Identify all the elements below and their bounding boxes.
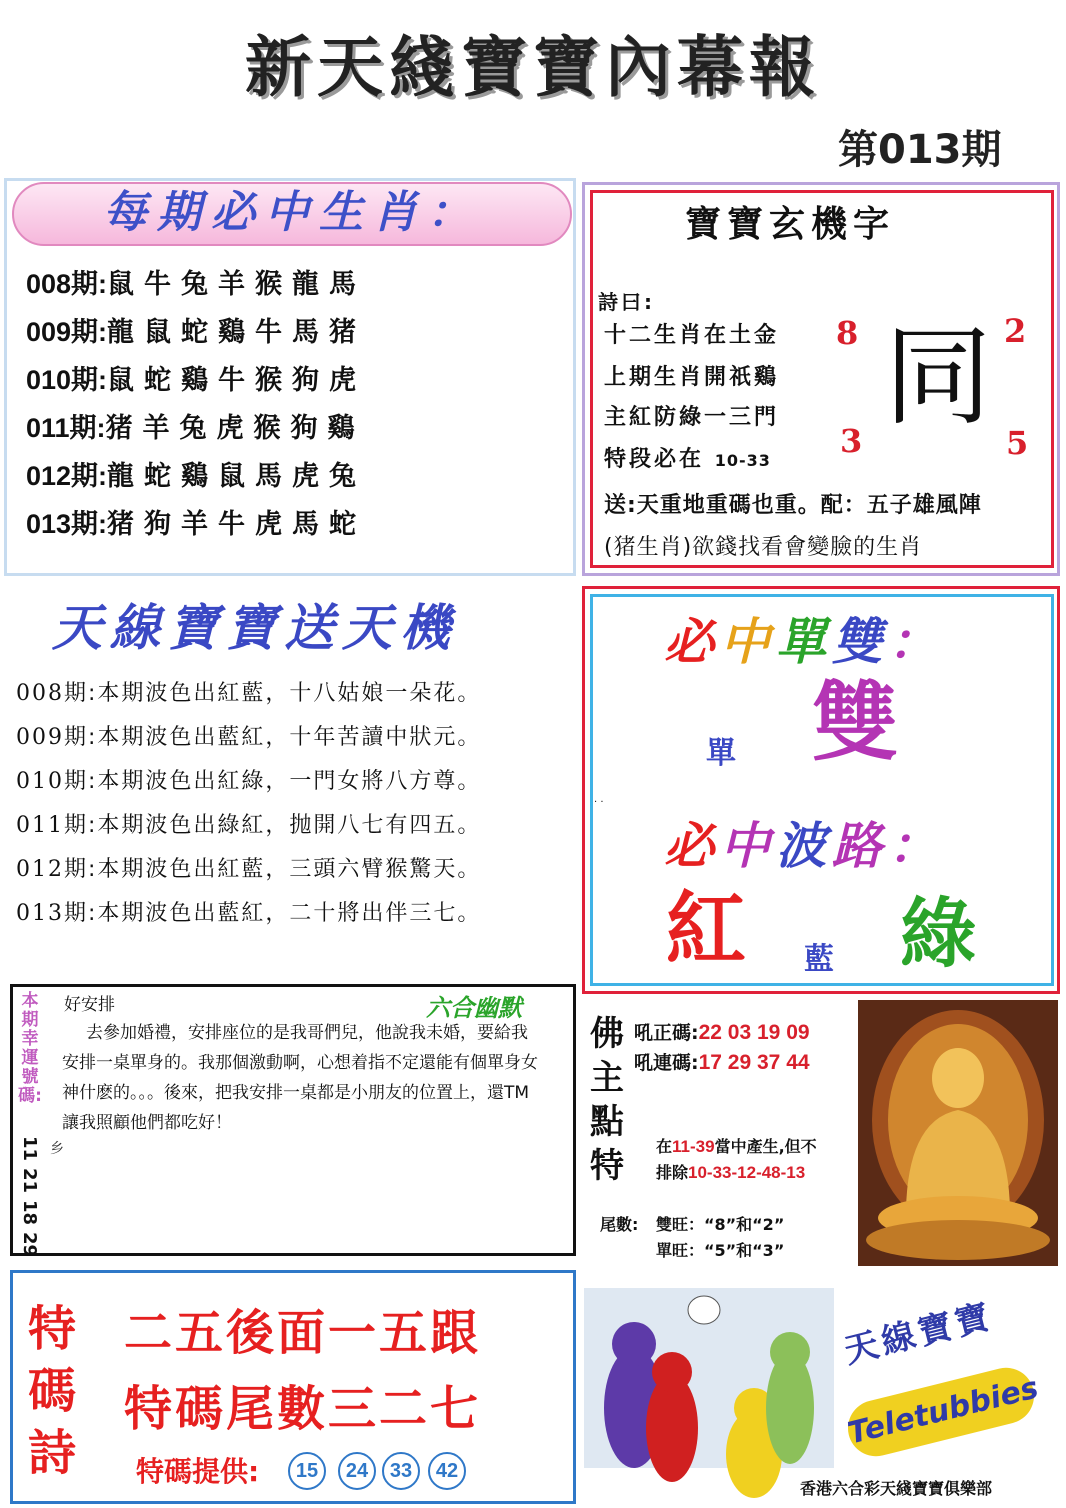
range-line xyxy=(656,1134,817,1157)
lucky-numbers xyxy=(14,1138,44,1270)
zodiac-row xyxy=(26,310,366,349)
lucky-number: 21 xyxy=(19,1168,40,1194)
code-provider-label: 特碼提供: xyxy=(136,1455,260,1488)
secret-big-char: 同 xyxy=(884,315,993,440)
tianji-title: 天線寶寶送天機 xyxy=(52,599,458,657)
tianji-text: 期:本期波色出紅綠，一門女將八方尊。 xyxy=(64,769,482,794)
title-char: 必 xyxy=(664,817,720,875)
range-suffix: 當中產生,但不 xyxy=(714,1137,817,1156)
number-ball: 24 xyxy=(338,1452,376,1490)
tianji-period: 011 xyxy=(16,813,64,838)
range-prefix: 在 xyxy=(656,1137,673,1156)
riddle-line: (猪生肖)欲錢找看會變臉的生肖 xyxy=(604,535,923,560)
zodiac-animals: 龍蛇鷄鼠馬虎兔 xyxy=(107,461,367,492)
poem-label: 詩曰: xyxy=(598,290,655,314)
tianji-row xyxy=(16,764,481,795)
zodiac-row xyxy=(26,358,366,397)
title-char: ： xyxy=(888,817,944,875)
tianji-period: 010 xyxy=(16,769,64,794)
title-char: 中 xyxy=(720,613,776,671)
zodiac-period: 010期: xyxy=(26,365,108,395)
lucky-label: 本期幸運號碼: xyxy=(18,991,42,1106)
lucky-number: 29 xyxy=(19,1232,40,1258)
joke-body: 去參加婚禮，安排座位的是我哥們兒，他說我未婚，要給我安排一桌單身的。我那個激動啊，心想着指不定還能有個單身女神什麽的。。。後來，把我安排一桌都是小朋友的位置上，還TM讓我照顧他們都吃好！ xyxy=(62,1023,538,1133)
zodiac-period: 009期: xyxy=(26,317,108,347)
tianji-period: 013 xyxy=(16,901,64,926)
tail-double: 雙旺：“8”和“2” xyxy=(656,1215,785,1234)
title-char: 波 xyxy=(776,817,832,875)
code-line: 二五後面一五跟 xyxy=(124,1305,482,1361)
buddha-image xyxy=(858,1000,1058,1266)
tianji-text: 期:本期波色出藍紅，二十將出伴三七。 xyxy=(64,901,482,926)
secret-number: 8 xyxy=(836,314,859,352)
poem-line: 十二生肖在土金 xyxy=(604,323,780,348)
zodiac-animals: 龍鼠蛇鷄牛馬猪 xyxy=(107,317,367,348)
gift-line: 送:天重地重碼也重。配：五子雄風陣 xyxy=(604,493,982,518)
joke-title: 好安排 xyxy=(64,995,115,1015)
exclude-label: 排除 xyxy=(656,1163,689,1182)
tianji-text: 期:本期波色出紅藍，三頭六臂猴驚天。 xyxy=(64,857,482,882)
tianji-row xyxy=(16,720,481,751)
exclude-line xyxy=(656,1160,805,1183)
title-char: ： xyxy=(888,613,944,671)
tianji-row xyxy=(16,852,481,883)
zodiac-animals: 鼠蛇鷄牛猴狗虎 xyxy=(107,365,367,396)
zodiac-period: 008期: xyxy=(26,269,108,299)
poem-line: 主紅防綠一三門 xyxy=(604,405,780,430)
tail-label: 尾數: xyxy=(600,1215,639,1234)
tianji-text: 期:本期波色出綠紅，抛開八七有四五。 xyxy=(64,813,482,838)
zodiac-row xyxy=(26,406,365,445)
secret-number: 3 xyxy=(840,422,863,460)
tianji-text: 期:本期波色出藍紅，十年苦讀中狀元。 xyxy=(64,725,482,750)
wave-title xyxy=(664,806,944,878)
hou-zheng-numbers: 22 03 19 09 xyxy=(698,1021,810,1044)
poem-line: 上期生肖開祇鷄 xyxy=(604,365,780,390)
tianji-period: 009 xyxy=(16,725,64,750)
poem-line xyxy=(604,442,771,473)
tianji-row xyxy=(16,808,481,839)
title-char: 單 xyxy=(776,613,832,671)
range-value: 11-39 xyxy=(672,1137,715,1156)
zodiac-period: 013期: xyxy=(26,509,108,539)
lucky-number: 11 xyxy=(19,1136,40,1162)
number-ball: 15 xyxy=(288,1452,326,1490)
secret-number: 5 xyxy=(1006,424,1029,462)
hou-zheng-line xyxy=(634,1018,810,1045)
odd-even-title xyxy=(664,602,944,674)
club-name: 香港六合彩天綫寶寶俱樂部 xyxy=(800,1479,993,1498)
secret-title: 寶寶玄機字 xyxy=(684,204,895,245)
hou-zheng-label: 吼正碼: xyxy=(634,1022,699,1044)
tianji-row xyxy=(16,896,481,927)
odd-label: 單 xyxy=(706,736,736,771)
tianji-period: 008 xyxy=(16,681,64,706)
tail-single: 單旺：“5”和“3” xyxy=(656,1241,785,1260)
title-char: 中 xyxy=(720,817,776,875)
zodiac-row xyxy=(26,454,366,493)
teletubbies-logo-cn: 天線寶寶 xyxy=(840,1296,998,1372)
poem-range: 10-33 xyxy=(714,451,771,470)
poem-line-text: 特段必在 xyxy=(604,447,705,472)
exclude-value: 10-33-12-48-13 xyxy=(688,1163,806,1182)
stray-dots: . . xyxy=(594,794,604,805)
zodiac-animals: 猪狗羊牛虎馬蛇 xyxy=(107,509,367,540)
hou-lian-numbers: 17 29 37 44 xyxy=(698,1051,810,1074)
wave-red: 紅 xyxy=(666,883,746,976)
tianji-text: 期:本期波色出紅藍，十八姑娘一朵花。 xyxy=(64,681,482,706)
title-char: 路 xyxy=(832,817,888,875)
wave-green: 綠 xyxy=(900,889,976,978)
buddha-vertical-label: 佛主點特 xyxy=(590,1014,624,1186)
zodiac-title: 每期必中生肖： xyxy=(12,182,572,246)
joke-tag: 六合幽默 xyxy=(426,994,522,1022)
wave-blue: 藍 xyxy=(804,942,834,977)
page-title: 新天綫寶寶內幕報 xyxy=(245,29,821,106)
code-line: 特碼尾數三二七 xyxy=(124,1381,482,1437)
title-char: 必 xyxy=(664,613,720,671)
zodiac-period: 012期: xyxy=(26,461,108,491)
stray-mark: 乡 xyxy=(50,1141,64,1157)
issue-number: 第013期 xyxy=(838,127,1002,173)
title-char: 雙 xyxy=(832,613,888,671)
zodiac-row xyxy=(26,262,366,301)
code-vertical-title: 特碼詩 xyxy=(28,1301,77,1481)
hou-lian-label: 吼連碼: xyxy=(634,1052,699,1074)
hou-lian-line xyxy=(634,1048,810,1075)
tianji-period: 012 xyxy=(16,857,64,882)
lucky-number: 18 xyxy=(19,1200,40,1226)
zodiac-period: 011期: xyxy=(26,413,106,443)
even-label: 雙 xyxy=(812,673,898,773)
zodiac-animals: 鼠牛兔羊猴龍馬 xyxy=(107,269,367,300)
zodiac-animals: 猪羊兔虎猴狗鷄 xyxy=(105,413,365,444)
teletubbies-logo-en: Teletubbies xyxy=(842,1362,1040,1462)
number-ball: 42 xyxy=(428,1452,466,1490)
number-ball: 33 xyxy=(382,1452,420,1490)
tianji-row xyxy=(16,676,481,707)
secret-number: 2 xyxy=(1004,312,1027,350)
zodiac-row xyxy=(26,502,366,541)
